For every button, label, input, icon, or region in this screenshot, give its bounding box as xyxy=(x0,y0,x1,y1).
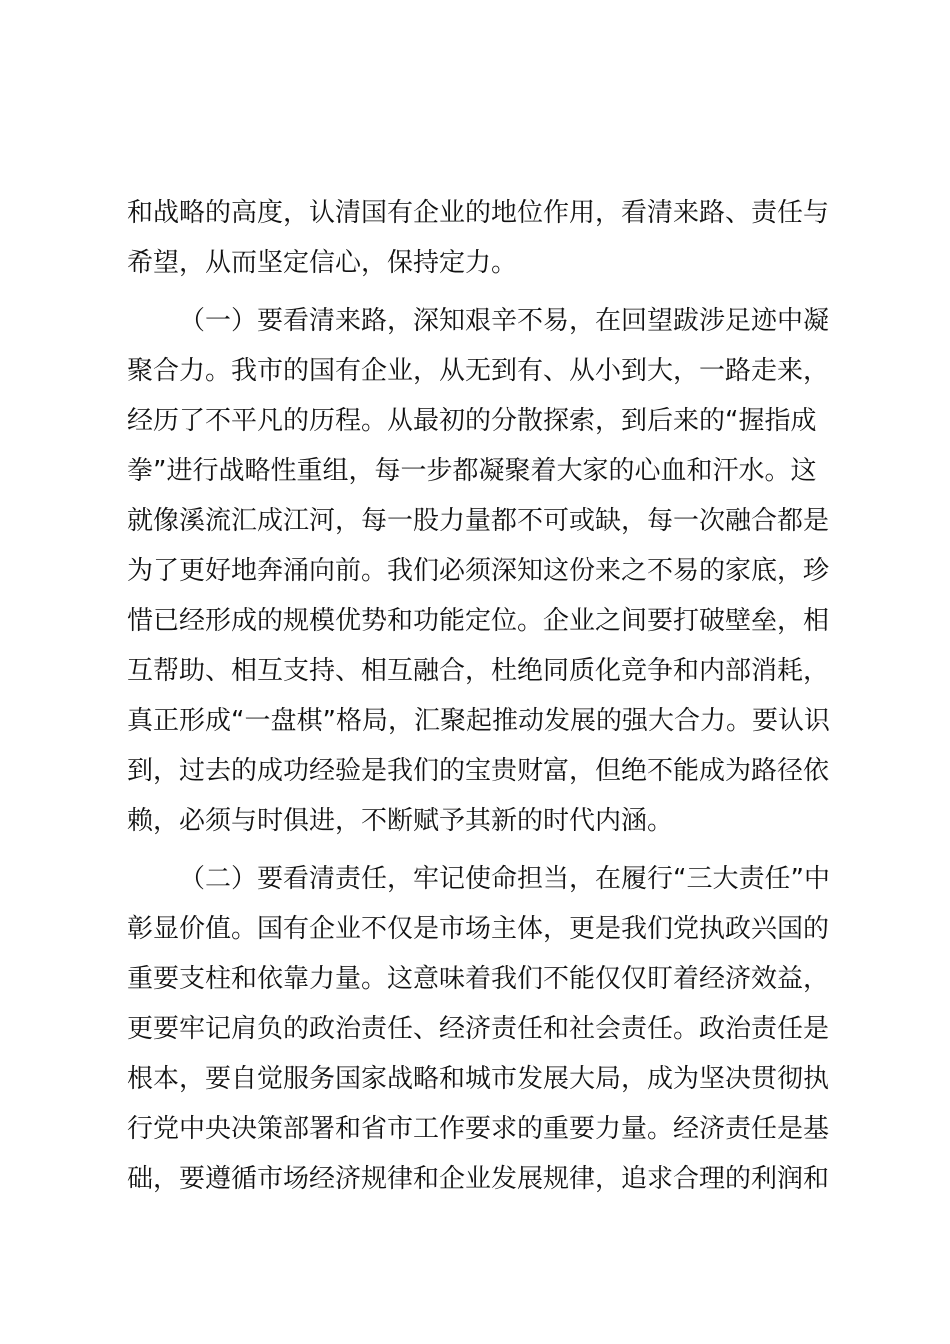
text-line: 聚合力。我市的国有企业，从无到有、从小到大，一路走来， xyxy=(127,356,830,386)
text-line: 经历了不平凡的历程。从最初的分散探索，到后来的“握指成 xyxy=(127,406,817,436)
text-line: 拳”进行战略性重组，每一步都凝聚着大家的心血和汗水。这 xyxy=(127,456,817,486)
text-line: 到，过去的成功经验是我们的宝贵财富，但绝不能成为路径依 xyxy=(127,756,830,786)
text-line: 础，要遵循市场经济规律和企业发展规律，追求合理的利润和 xyxy=(127,1164,830,1194)
text-line: （二）要看清责任，牢记使命担当，在履行“三大责任”中 xyxy=(179,864,830,894)
text-line: 和战略的高度，认清国有企业的地位作用，看清来路、责任与 xyxy=(127,198,830,228)
text-line: 希望，从而坚定信心，保持定力。 xyxy=(127,248,518,278)
text-line: 彰显价值。国有企业不仅是市场主体，更是我们党执政兴国的 xyxy=(127,914,830,944)
paragraph-intro xyxy=(127,188,830,288)
text-line: 行党中央决策部署和省市工作要求的重要力量。经济责任是基 xyxy=(127,1114,830,1144)
text-line: 更要牢记肩负的政治责任、经济责任和社会责任。政治责任是 xyxy=(127,1014,830,1044)
paragraph-section-two xyxy=(127,854,830,1204)
text-line: 赖，必须与时俱进，不断赋予其新的时代内涵。 xyxy=(127,806,674,836)
text-line: 惜已经形成的规模优势和功能定位。企业之间要打破壁垒，相 xyxy=(127,606,830,636)
body-text xyxy=(127,188,830,1204)
text-line: 根本，要自觉服务国家战略和城市发展大局，成为坚决贯彻执 xyxy=(127,1064,830,1094)
text-line: 真正形成“一盘棋”格局，汇聚起推动发展的强大合力。要认识 xyxy=(127,706,830,736)
text-line: 重要支柱和依靠力量。这意味着我们不能仅仅盯着经济效益， xyxy=(127,964,830,994)
paragraph-section-one xyxy=(127,296,830,846)
paragraph-gap xyxy=(127,288,821,296)
text-line: 为了更好地奔涌向前。我们必须深知这份来之不易的家底，珍 xyxy=(127,556,830,586)
text-line: 互帮助、相互支持、相互融合，杜绝同质化竞争和内部消耗， xyxy=(127,656,830,686)
text-line: （一）要看清来路，深知艰辛不易，在回望跋涉足迹中凝 xyxy=(179,306,830,336)
paragraph-gap xyxy=(127,846,821,854)
text-line: 就像溪流汇成江河，每一股力量都不可或缺，每一次融合都是 xyxy=(127,506,830,536)
